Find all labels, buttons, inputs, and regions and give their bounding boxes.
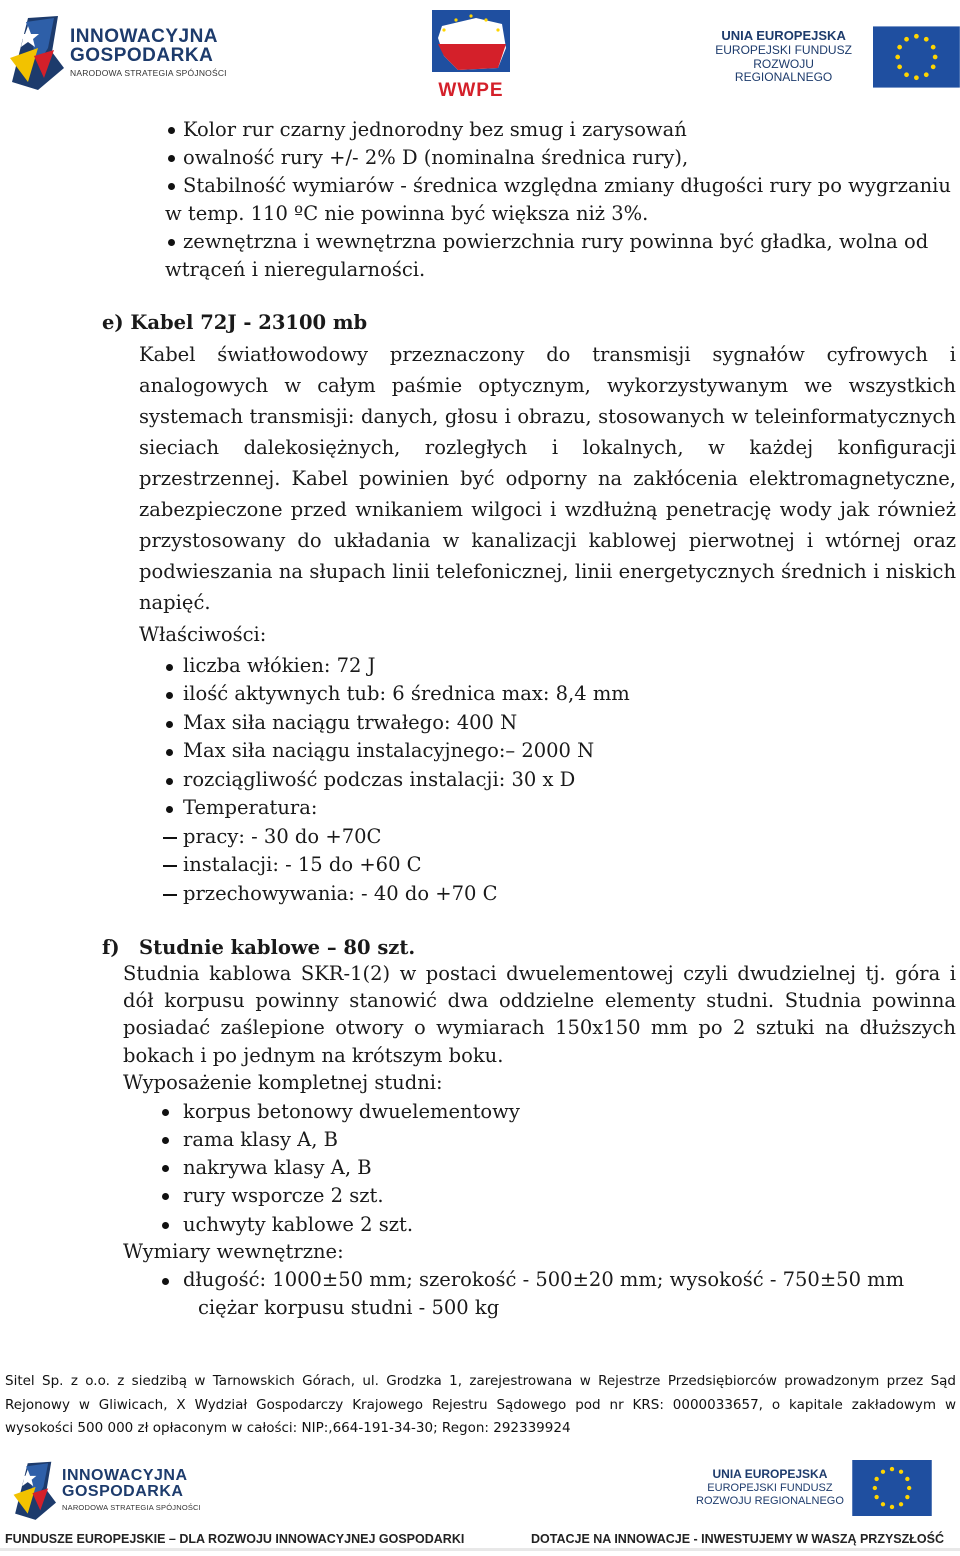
footer-slogan-left: FUNDUSZE EUROPEJSKIE – DLA ROZWOJU INNOWACYJNEJ GOSPODARKI (5, 1532, 465, 1546)
innowacyjna-gospodarka-emblem-icon (8, 12, 64, 92)
pipe-bullet-item: owalność rury +/- 2% D (nominalna średnica rury), (183, 146, 689, 169)
bullet-dot (162, 1193, 169, 1200)
logo-right-line1: UNIA EUROPEJSKA (721, 27, 846, 43)
equipment-item: rama klasy A, B (183, 1128, 338, 1151)
wwpe-flag-map-icon (428, 8, 514, 76)
dash-marker (163, 894, 177, 896)
temperature-item: instalacji: - 15 do +60 C (183, 853, 422, 876)
footer-logo-left-line1: INNOWACYJNA (62, 1467, 188, 1484)
bullet-dot (166, 664, 173, 671)
temperature-item: przechowywania: - 40 do +70 C (183, 882, 498, 905)
bullet-dot (166, 806, 173, 813)
dimensions-label: Wymiary wewnętrzne: (123, 1240, 344, 1263)
bullet-dot (168, 239, 175, 246)
bullet-dot (166, 692, 173, 699)
section-e-paragraph-line: podwieszania na słupach linii telefonicznej, linii energetycznych średnich i niskich (139, 560, 956, 583)
section-e-paragraph-line: systemach transmisji: danych, głosu i obrazu, stosowanych w teleinformatycznych (139, 405, 956, 428)
properties-label: Właściwości: (139, 623, 267, 646)
property-item: rozciągliwość podczas instalacji: 30 x D (183, 768, 576, 791)
footer-company-line: Sitel Sp. z o.o. z siedzibą w Tarnowskich Górach, ul. Grodzka 1, zarejestrowana w Rejestrze Przedsiębiorców prowadzonym przez Sąd (5, 1373, 956, 1389)
bullet-dot (168, 127, 175, 134)
property-item: Max siła naciągu instalacyjnego:– 2000 N (183, 739, 595, 762)
bullet-dot (162, 1165, 169, 1172)
property-item: Temperatura: (183, 796, 318, 819)
section-f-label: f) (102, 936, 120, 959)
pipe-bullet-continuation: w temp. 110 ºC nie powinna być większa niż 3%. (165, 202, 649, 225)
equipment-item: rury wsporcze 2 szt. (183, 1184, 384, 1207)
wwpe-label: WWPE (438, 80, 504, 101)
bullet-dot (162, 1222, 169, 1229)
logo-wwpe (428, 8, 514, 102)
bullet-dot (168, 183, 175, 190)
property-item: ilość aktywnych tub: 6 średnica max: 8,4 mm (183, 682, 630, 705)
bullet-dot (168, 155, 175, 162)
property-item: Max siła naciągu trwałego: 400 N (183, 711, 518, 734)
equipment-item: korpus betonowy dwuelementowy (183, 1100, 520, 1123)
eu-flag-icon (852, 1460, 932, 1516)
section-e-paragraph-line: sieciach dalekosiężnych, rozległych i lokalnych, w każdej konfiguracji (139, 436, 956, 459)
footer-logo-left-line2: GOSPODARKA (62, 1483, 184, 1500)
bullet-dot (166, 749, 173, 756)
equipment-item: uchwyty kablowe 2 szt. (183, 1213, 414, 1236)
footer-company-line: Rejonowy w Gliwicach, X Wydział Gospodarczy Krajowego Rejestru Sądowego pod nr KRS: 0000033657, o kapitale zakładowym w (5, 1397, 956, 1413)
section-f-paragraph-line: Studnia kablowa SKR-1(2) w postaci dwuelementowej czyli dwudzielnej tj. góra i (123, 962, 956, 985)
section-e-paragraph-line: przystosowany do układania w kanalizacji kablowej pierwotnej i wtórnej oraz (139, 529, 956, 552)
section-f-paragraph-line: posiadać zaślepione otwory o wymiarach 150x150 mm po 2 sztuki na dłuższych (123, 1016, 956, 1039)
section-f-heading: Studnie kablowe – 80 szt. (139, 936, 416, 959)
pipe-bullet-continuation: wtrąceń i nieregularności. (165, 258, 426, 281)
section-e-paragraph-line: przestrzennej. Kabel powinien być odporny na zakłócenia elektromagnetyczne, (139, 467, 956, 490)
logo-right-line2: EUROPEJSKI FUNDUSZ (715, 42, 852, 57)
logo-right-line3: ROZWOJU REGIONALNEGO (734, 56, 833, 85)
section-e-paragraph-line: Kabel światłowodowy przeznaczony do transmisji sygnałów cyfrowych i (139, 343, 956, 366)
eu-flag-icon (873, 26, 960, 88)
innowacyjna-gospodarka-emblem-icon (12, 1458, 56, 1522)
logo-unia-europejska (704, 26, 960, 88)
footer-slogan-right: DOTACJE NA INNOWACJE - INWESTUJEMY W WASZĄ PRZYSZŁOŚĆ (531, 1532, 944, 1546)
pipe-bullet-item: Kolor rur czarny jednorodny bez smug i zarysowań (183, 118, 687, 141)
section-e-heading: e) Kabel 72J - 23100 mb (102, 311, 368, 334)
pipe-bullet-item: Stabilność wymiarów - średnica względna zmiany długości rury po wygrzaniu (183, 174, 951, 197)
dash-marker (163, 865, 177, 867)
bullet-dot (166, 778, 173, 785)
section-e-paragraph-line: analogowych w całym paśmie optycznym, wykorzystywanym we wszystkich (139, 374, 956, 397)
logo-innowacyjna-gospodarka (8, 12, 227, 92)
footer-divider (0, 1548, 960, 1551)
bullet-dot (162, 1137, 169, 1144)
dash-marker (163, 837, 177, 839)
bullet-dot (162, 1109, 169, 1116)
dimensions-item: długość: 1000±50 mm; szerokość - 500±20 mm; wysokość - 750±50 mm (183, 1268, 905, 1291)
footer-logo-right-line3: ROZWOJU REGIONALNEGO (696, 1494, 844, 1507)
footer-logo-innowacyjna-gospodarka (12, 1458, 201, 1522)
footer-company-line: wysokości 500 000 zł opłaconym w całości: NIP:,664-191-34-30; Regon: 292339924 (5, 1420, 571, 1436)
footer-logo-right-line1: UNIA EUROPEJSKA (712, 1467, 828, 1482)
footer-logo-unia-europejska (696, 1460, 932, 1516)
equipment-label: Wyposażenie kompletnej studni: (123, 1071, 443, 1094)
temperature-item: pracy: - 30 do +70C (183, 825, 382, 848)
section-e-paragraph-line: zabezpieczone przed wnikaniem wilgoci i wzdłużną penetrację wody jak również (139, 498, 956, 521)
footer-logo-left-line3: NARODOWA STRATEGIA SPÓJNOŚCI (62, 1503, 201, 1512)
bullet-dot (162, 1278, 169, 1285)
logo-left-line3: NARODOWA STRATEGIA SPÓJNOŚCI (70, 67, 227, 78)
property-item: liczba włókien: 72 J (183, 654, 376, 677)
section-e-paragraph-line: napięć. (139, 591, 211, 614)
equipment-item: nakrywa klasy A, B (183, 1156, 372, 1179)
bullet-dot (166, 721, 173, 728)
pipe-bullet-item: zewnętrzna i wewnętrzna powierzchnia rury powinna być gładka, wolna od (183, 230, 929, 253)
logo-left-line1: INNOWACYJNA (70, 25, 219, 47)
section-f-paragraph-line: bokach i po jednym na krótszym boku. (123, 1044, 504, 1067)
logo-left-line2: GOSPODARKA (70, 44, 214, 66)
section-f-paragraph-line: dół korpusu powinny stanowić dwa oddzielne elementy studni. Studnia powinna (123, 989, 956, 1012)
weight-item: ciężar korpusu studni - 500 kg (198, 1296, 500, 1319)
footer-logo-right-line2: EUROPEJSKI FUNDUSZ (707, 1482, 833, 1495)
